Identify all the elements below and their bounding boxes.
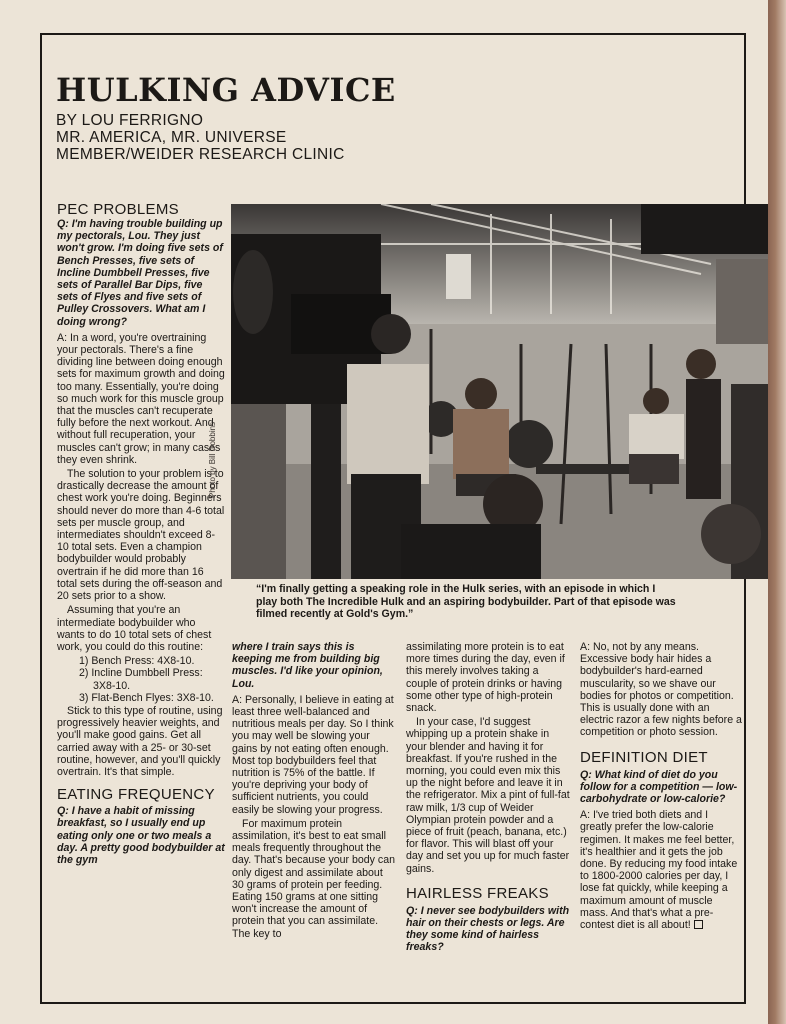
column-2 xyxy=(232,641,396,942)
gym-photo-illustration xyxy=(231,204,768,579)
photo-caption: “I'm finally getting a speaking role in the Hulk series, with an episode in which I play both The Incredible Hulk and an aspiring bodybuilder. Part of that episode was filmed recently at Gold's Gym.” xyxy=(256,583,676,620)
eating-answer-3: assimilating more protein is to eat more times during the day, even if this merely involves taking a couple of protein drinks or having some other type of high-protein snack. xyxy=(406,641,565,715)
gym-photo xyxy=(231,204,768,579)
pec-answer-1: A: In a word, you're overtraining your pectorals. There's a fine dividing line between doing enough sets for maximum growth and doing too many. Essentially, you're doing so much work for this muscle group that the muscles can't recuperate fully before the next workout. And without full recuperation, your muscles can't grow; in many cases they even shrink. xyxy=(57,331,225,466)
eating-answer-2: For maximum protein assimilation, it's best to eat small meals frequently throughout the day. That's because your body can only digest and assimilate about 30 grams of protein per feeding. Eating 150 grams at one sitting won't increase the amount of protein that you can assimilate. The key to xyxy=(232,817,395,940)
eating-question-cont: where I train says this is keeping me from building big muscles. I'd like your opinion, Lou. xyxy=(232,641,383,690)
pec-answer-3: Assuming that you're an intermediate bodybuilder who wants to do 10 total sets of chest work, you could do this routine: xyxy=(57,604,212,653)
page-edge xyxy=(768,0,786,1024)
routine-item: 2) Incline Dumbbell Press: 3X8-10. xyxy=(79,667,203,692)
byline-affiliation: MEMBER/WEIDER RESEARCH CLINIC xyxy=(56,146,345,163)
eating-answer-4: In your case, I'd suggest whipping up a protein shake in your blender and having it for breakfast. If you're rushed in the morning, you could even mix this up the night before and leave it in the refrigerator. Mix a pint of full-fat raw milk, 1/3 cup of Weider Olympian protein powder and a piece of fruit (peach, banana, etc.) for flavor. This will blast off your day and set you up for much faster gains. xyxy=(406,716,570,875)
headline: HULKING ADVICE xyxy=(56,71,396,109)
end-mark-icon xyxy=(694,920,703,929)
pec-answer-2: The solution to your problem is to drastically decrease the amount of chest work you're doing. Beginners should never do more than 4-6 total sets per muscle group, and intermediates shouldn't exceed 8-10 total sets. Even a champion bodybuilder would probably overtrain if he did more than 16 total sets during the off-season and 20 sets prior to a show. xyxy=(57,468,225,603)
pec-answer-4: Stick to this type of routine, using progressively heavier weights, and you'll make good gains. Get all carried away with a 25- or 30-set routine, however, and you'll quickly overtrain. It's that simple. xyxy=(57,704,223,778)
eating-question: Q: I have a habit of missing breakfast, so I usually end up eating only one or two meals a day. A pretty good bodybuilder at the gym xyxy=(57,805,225,866)
byline-titles: MR. AMERICA, MR. UNIVERSE xyxy=(56,129,287,146)
definition-answer xyxy=(580,809,742,931)
byline-author: BY LOU FERRIGNO xyxy=(56,112,204,129)
definition-question: Q: What kind of diet do you follow for a competition — low-carbohydrate or low-calorie? xyxy=(580,768,738,806)
section-heading-hairless: HAIRLESS FREAKS xyxy=(406,884,549,902)
pec-routine xyxy=(79,655,225,704)
pec-question: Q: I'm having trouble building up my pectorals, Lou. They just won't grow. I'm doing five sets of Bench Presses, five sets of Incline Dumbbell Presses, five sets of Parallel Bar Dips, five sets of Flyes and five sets of Pulley Crossovers. What am I doing wrong? xyxy=(57,218,223,328)
section-heading-definition: DEFINITION DIET xyxy=(580,748,708,766)
column-3 xyxy=(406,641,570,956)
routine-item: 1) Bench Press: 4X8-10. xyxy=(79,655,195,668)
byline xyxy=(56,112,345,163)
routine-item: 3) Flat-Bench Flyes: 3X8-10. xyxy=(79,691,214,704)
section-heading-eating: EATING FREQUENCY xyxy=(57,786,215,804)
photo-credit: Photo by Bill Dobbins xyxy=(208,421,217,498)
hairless-answer: A: No, not by any means. Excessive body hair hides a bodybuilder's hard-earned muscularity, so we shave our bodies for photos or competition. This is usually done with an electric razor a few nights before a competition or photo session. xyxy=(580,641,742,739)
column-1 xyxy=(57,201,225,868)
definition-answer-text: A: I've tried both diets and I greatly prefer the low-calorie regimen. It makes me feel better, it's healthier and it gets the job done. By reducing my food intake to 1800-2000 calories per day, I lose fat quickly, while keeping a maximum amount of muscle mass. And that's what a pre-contest diet is all about! xyxy=(580,809,738,932)
section-heading-pec: PEC PROBLEMS xyxy=(57,201,179,218)
eating-answer-1: A: Personally, I believe in eating at least three well-balanced and nutritious meals per day. So I think you may well be slowing your gains by not eating often enough. Most top bodybuilders feel that nutrition is 75% of the battle. If you're depriving your body of sufficient nutrients, you could easily be slowing your progress. xyxy=(232,693,394,816)
column-4 xyxy=(580,641,742,933)
hairless-question: Q: I never see bodybuilders with hair on their chests or legs. Are they some kind of hairless freaks? xyxy=(406,904,570,954)
